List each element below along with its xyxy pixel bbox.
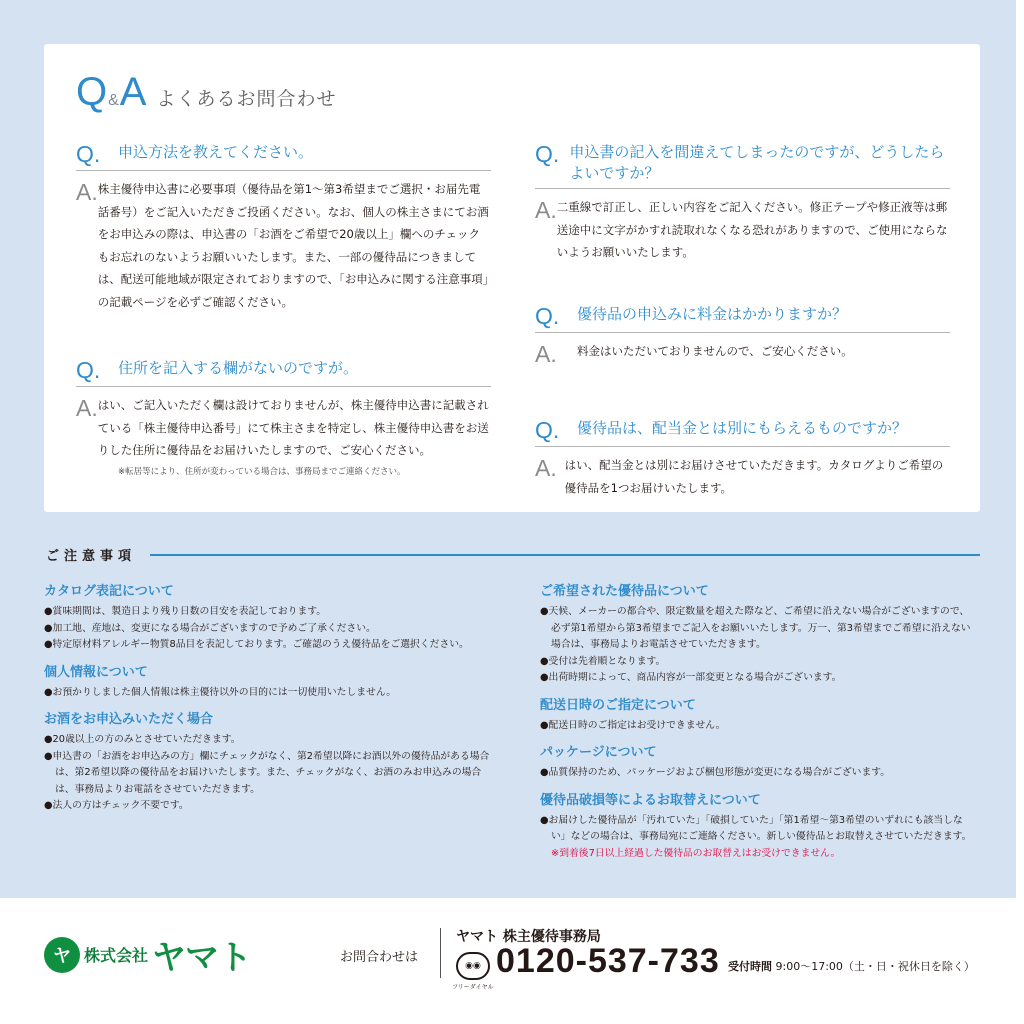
answer-text: はい、配当金とは別にお届けさせていただきます。カタログよりご希望の優待品を1つお届けいたします。 <box>564 458 944 495</box>
logo-company-type: 株式会社 <box>84 946 149 965</box>
answer-note: ※転居等により、住所が変わっている場合は、事務局までご連絡ください。 <box>118 466 406 477</box>
notice-item: ●受付は先着順となります。 <box>540 655 666 667</box>
hours-label: 受付時間 <box>728 960 772 973</box>
notice-item: ●加工地、産地は、変更になる場合がございますので予めご了承ください。 <box>44 622 376 634</box>
question-row <box>76 142 491 171</box>
company-logo <box>44 930 251 979</box>
answer-mark: A. <box>76 179 98 205</box>
notice-item: ●賞味期間は、製造日より残り日数の目安を表記しております。 <box>44 606 327 617</box>
notice-section-title: パッケージについて <box>540 745 657 760</box>
answer-row <box>76 178 491 314</box>
notice-section <box>44 710 494 815</box>
notice-item: ●法人の方はチェック不要です。 <box>44 800 189 811</box>
notice-section-title: 配送日時のご指定について <box>540 697 696 713</box>
question-row <box>535 418 950 447</box>
answer-mark: A. <box>76 395 98 421</box>
hours-value: 9:00〜17:00（土・日・祝休日を除く） <box>775 960 975 973</box>
qa-item <box>76 142 491 314</box>
answer-row <box>535 340 950 366</box>
notice-section-title: カタログ表記について <box>44 584 174 599</box>
question-mark: Q. <box>76 141 101 167</box>
company-emblem-icon: ヤ <box>44 937 80 973</box>
question-text: 申込方法を教えてください。 <box>118 143 314 161</box>
notice-section <box>540 582 976 687</box>
answer-row <box>535 196 950 264</box>
answer-mark: A. <box>535 455 557 481</box>
qa-logo-a: A <box>119 70 147 114</box>
answer-row <box>535 454 950 499</box>
question-text: 優待品は、配当金とは別にもらえるものですか？ <box>577 419 908 437</box>
qa-item <box>535 418 950 499</box>
answer-row <box>76 394 491 462</box>
question-mark: Q. <box>535 141 560 167</box>
notice-section <box>540 696 976 735</box>
notice-section <box>540 791 976 863</box>
notice-right-column <box>540 582 976 871</box>
footer <box>0 898 1024 1024</box>
notice-item: ●出荷時期によって、商品内容が一部変更となる場合がございます。 <box>540 672 842 683</box>
notice-divider <box>150 554 980 556</box>
notice-section <box>540 743 976 782</box>
qa-logo-amp: & <box>108 92 119 109</box>
notice-item: ●特定原材料アレルギー物質8品目を表記しております。ご確認のうえ優待品をご選択ください。 <box>44 639 469 650</box>
notice-heading <box>46 545 980 564</box>
notice-left-column <box>44 582 494 824</box>
notice-warning: ※到着後7日以上経過した優待品のお取替えはお受けできません。 <box>551 847 841 859</box>
notice-item: ●お預かりしました個人情報は株主優待以外の目的には一切使用いたしません。 <box>44 686 397 698</box>
notice-item: ●配送日時のご指定はお受けできません。 <box>540 719 726 731</box>
notice-section <box>44 582 494 654</box>
answer-text: 料金はいただいておりませんので、ご安心ください。 <box>577 344 853 358</box>
qa-card <box>44 44 980 512</box>
question-mark: Q. <box>535 303 560 329</box>
qa-item <box>76 358 491 477</box>
logo-company-name: ヤマト <box>152 938 252 978</box>
footer-divider <box>440 928 441 978</box>
question-row <box>76 358 491 387</box>
notice-section-title: ご希望された優待品について <box>540 584 709 599</box>
question-text: 優待品の申込みに料金はかかりますか？ <box>577 305 848 323</box>
inquiry-label: お問合わせは <box>340 950 419 965</box>
answer-text: はい、ご記入いただく欄は設けておりませんが、株主優待申込書に記載されている「株主優待申込番号」にて株主さまを特定し、株主優待申込書をお送りした住所に優待品をお届けいたしますので、ご安心ください。 <box>97 398 489 458</box>
free-dial-icon: ◉◉ <box>456 952 490 980</box>
notice-section-title: 個人情報について <box>44 664 148 680</box>
notice-section-title: 優待品破損等によるお取替えについて <box>540 792 761 808</box>
answer-text: 二重線で訂正し、正しい内容をご記入ください。修正テープや修正液等は郵送途中に文字がかすれ読取れなくなる恐れがありますので、ご使用にならないようお願いいたします。 <box>556 200 948 260</box>
right-edge-strip <box>1016 0 1024 1024</box>
office-name: ヤマト 株主優待事務局 <box>456 929 601 945</box>
notice-title: ご注意事項 <box>46 549 137 564</box>
question-mark: Q. <box>76 357 101 383</box>
notice-section-title: お酒をお申込みいただく場合 <box>44 712 214 727</box>
answer-mark: A. <box>535 341 557 367</box>
answer-mark: A. <box>535 197 557 223</box>
question-text: 申込書の記入を間違えてしまったのですが、どうしたらよいですか？ <box>569 143 945 182</box>
answer-text: 株主優待申込書に必要事項（優待品を第1〜第3希望までご選択・お届先電話番号）をご記入いただきご投函ください。なお、個人の株主さまにてお酒をお申込みの際は、申込書の「お酒をご希望で20歳以上」欄へのチェックもお忘れのないようお願いいたします。また、一部の優待品につきましては、配送可能地域が限定されておりますので、「お申込みに関する注意事項」の記載ページを必ずご確認ください。 <box>97 182 489 309</box>
qa-item <box>535 142 950 264</box>
question-text: 住所を記入する欄がないのですが。 <box>118 359 359 377</box>
question-row <box>535 304 950 333</box>
phone-number[interactable]: 0120-537-733 <box>496 942 720 980</box>
qa-subtitle: よくあるお問合わせ <box>156 88 337 110</box>
free-dial-label: フリーダイヤル <box>452 984 494 991</box>
question-mark: Q. <box>535 417 560 443</box>
qa-heading <box>76 70 337 115</box>
notice-item: ●お届けした優待品が「汚れていた」「破損していた」「第1希望〜第3希望のいずれにも該当しない」などの場合は、事務局宛にご連絡ください。新しい優待品とお取替えさせていただきます。 <box>540 814 972 842</box>
business-hours <box>728 958 975 974</box>
qa-logo-q: Q <box>76 70 108 114</box>
question-row <box>535 142 950 189</box>
notice-item: ●20歳以上の方のみとさせていただきます。 <box>44 734 241 745</box>
notice-item: ●申込書の「お酒をお申込みの方」欄にチェックがなく、第2希望以降にお酒以外の優待品がある場合は、第2希望以降の優待品をお届けいたします。また、チェックがなく、お酒のみお申込みの場合は、事務局よりお電話をさせていただきます。 <box>44 750 490 795</box>
notice-section <box>44 663 494 702</box>
notice-item: ●品質保持のため、パッケージおよび梱包形態が変更になる場合がございます。 <box>540 767 891 778</box>
qa-item <box>535 304 950 366</box>
notice-item: ●天候、メーカーの都合や、限定数量を超えた際など、ご希望に沿えない場合がございますので、必ず第1希望から第3希望までご記入をお願いいたします。万一、第3希望までご希望に沿えない場合は、事務局よりお電話させていただきます。 <box>540 606 971 650</box>
